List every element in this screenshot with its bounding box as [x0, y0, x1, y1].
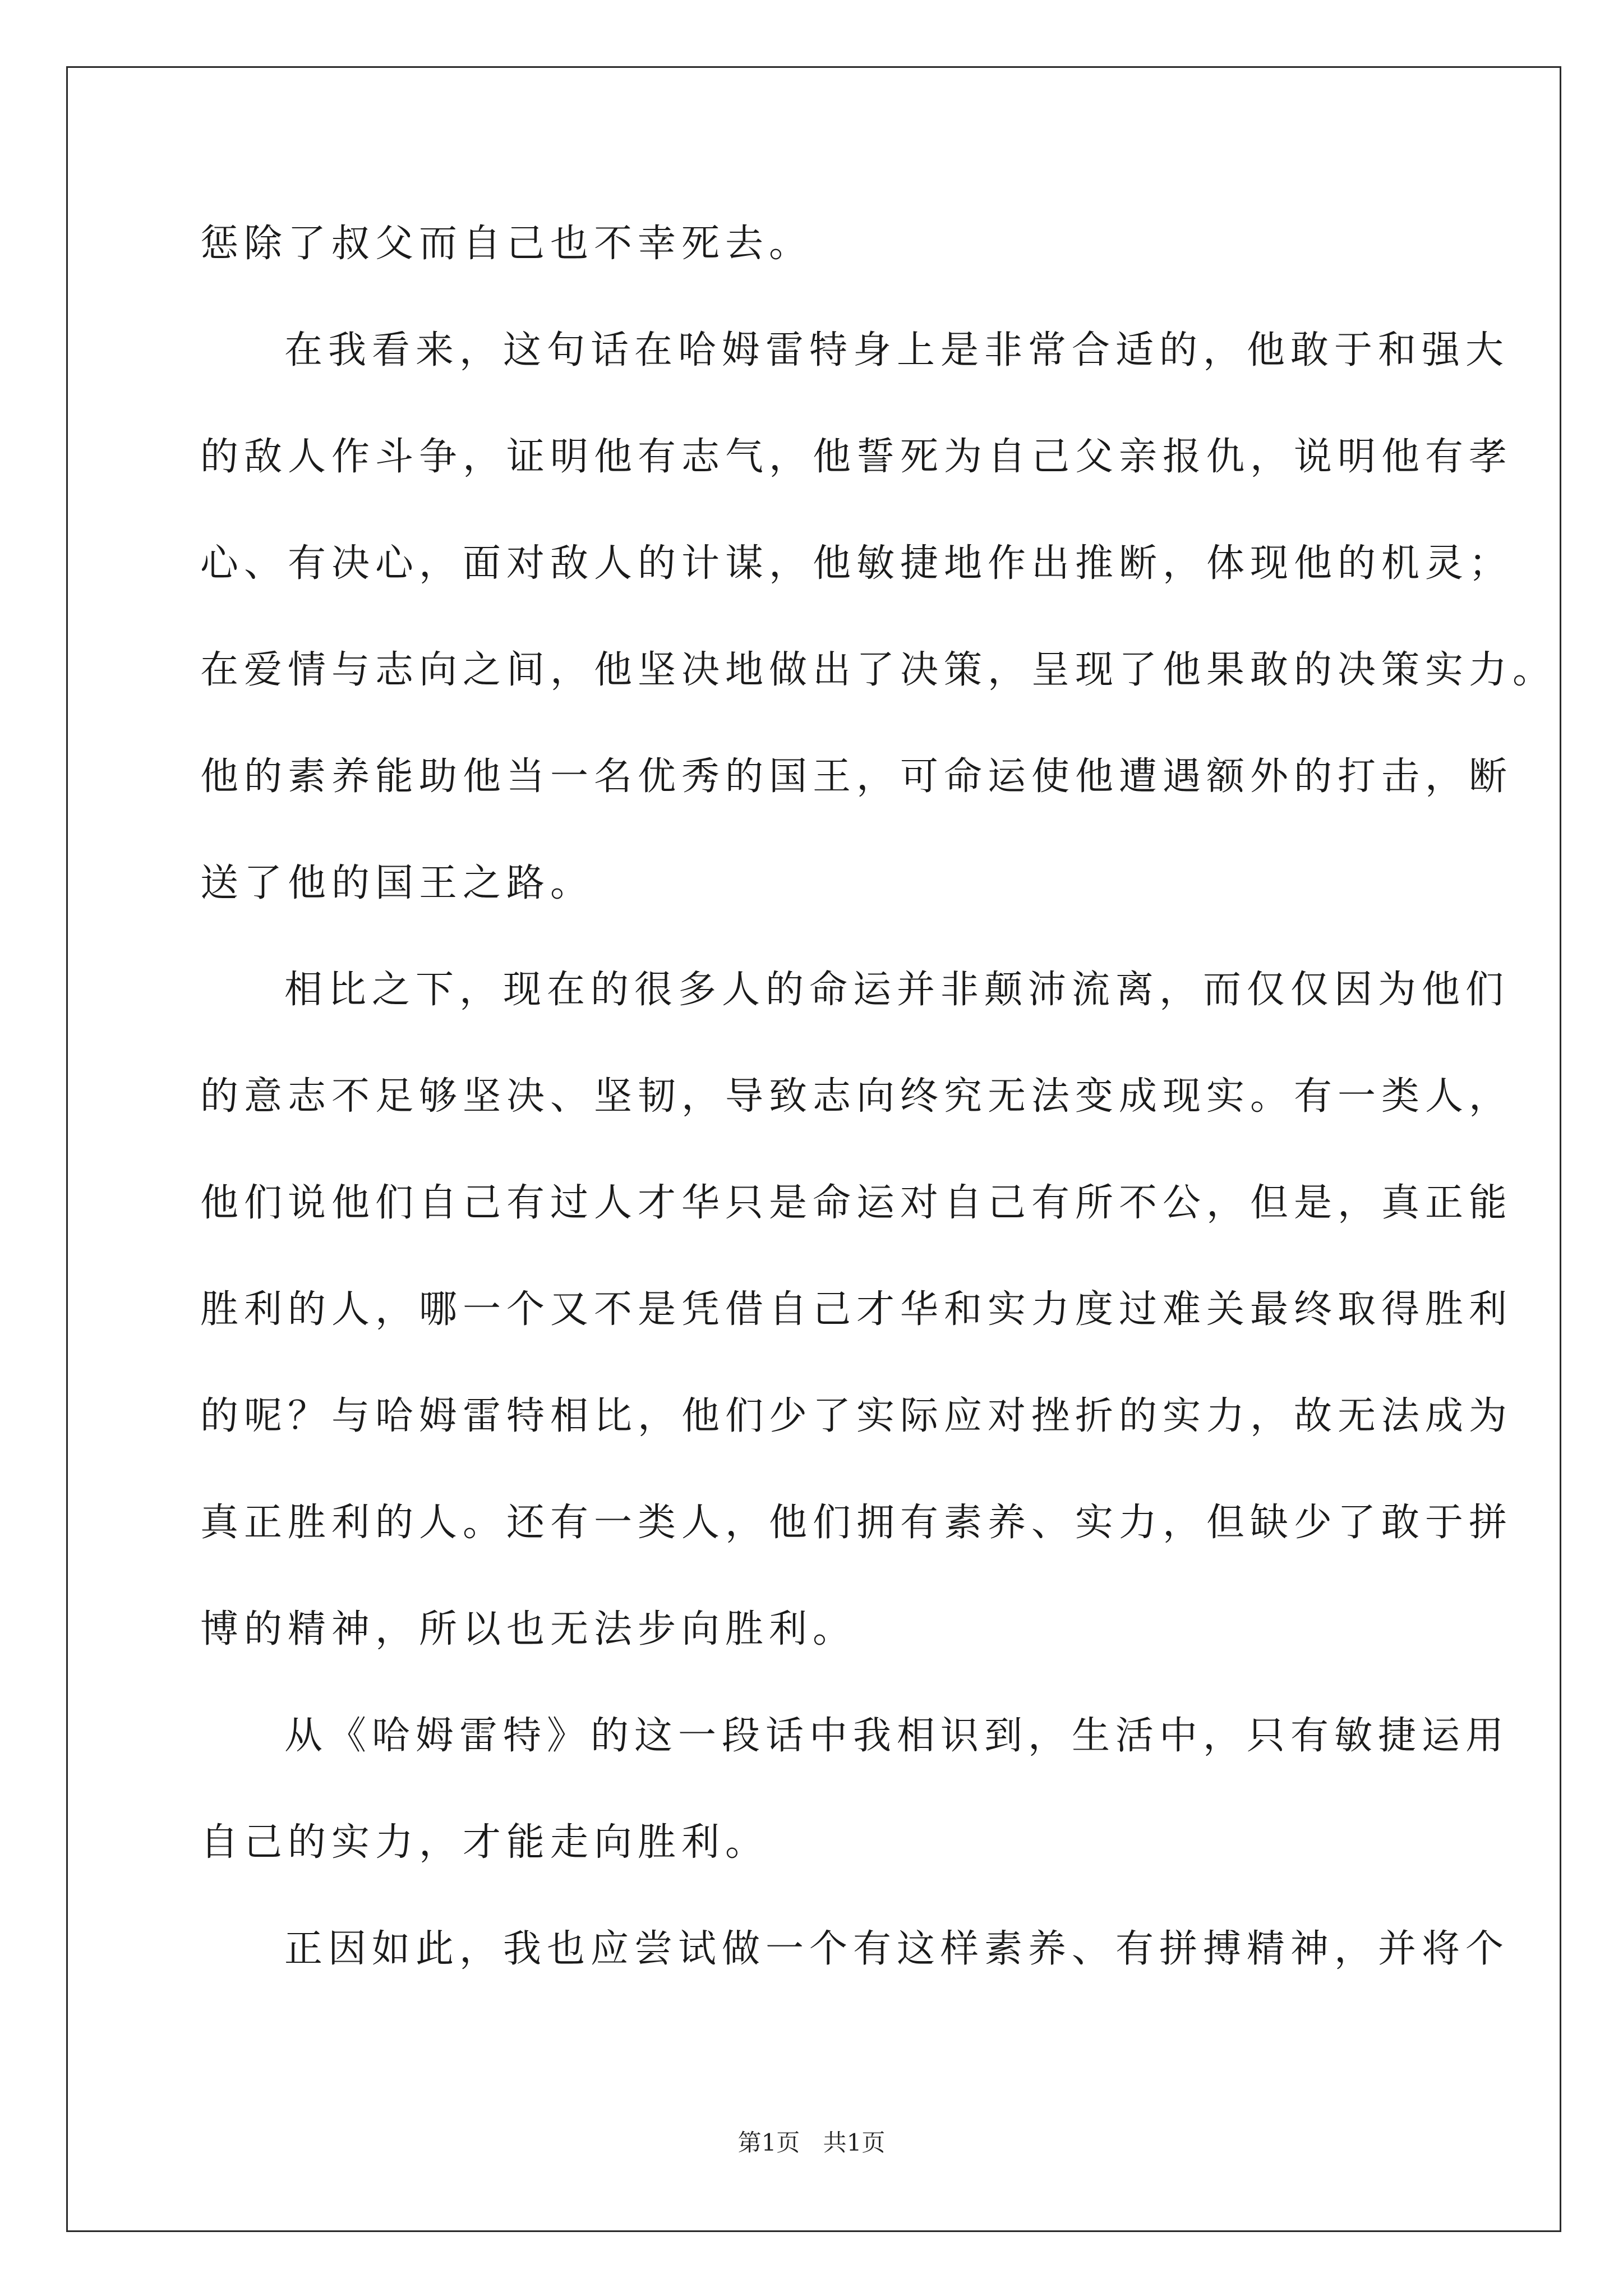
page-number-current: 第1页: [737, 2129, 800, 2156]
text-line: 他的素养能助他当一名优秀的国王，可命运使他遭遇额外的打击，断: [200, 754, 1513, 799]
text-line: 惩除了叔父而自己也不幸死去。: [200, 222, 813, 266]
text-line: 从《哈姆雷特》的这一段话中我相识到，生活中，只有敏捷运用: [284, 1714, 1510, 1758]
text-line: 相比之下，现在的很多人的命运并非颠沛流离，而仅仅因为他们: [284, 968, 1510, 1012]
text-line: 在我看来，这句话在哈姆雷特身上是非常合适的，他敢于和强大: [284, 328, 1510, 372]
text-line: 送了他的国王之路。: [200, 861, 594, 905]
text-line: 心、有决心，面对敌人的计谋，他敏捷地作出推断，体现他的机灵；: [200, 541, 1513, 586]
text-line: 在爱情与志向之间，他坚决地做出了决策，呈现了他果敢的决策实力。: [200, 648, 1557, 692]
text-line: 博的精神，所以也无法步向胜利。: [200, 1607, 857, 1651]
text-line: 自己的实力，才能走向胜利。: [200, 1820, 769, 1865]
text-line: 胜利的人，哪一个又不是凭借自己才华和实力度过难关最终取得胜利: [200, 1287, 1513, 1332]
text-line: 正因如此，我也应尝试做一个有这样素养、有拼搏精神，并将个: [284, 1927, 1510, 1971]
page-footer: [0, 2126, 1623, 2160]
page-border: [66, 66, 1561, 2232]
text-line: 的敌人作斗争，证明他有志气，他誓死为自己父亲报仇，说明他有孝: [200, 435, 1513, 479]
text-line: 的呢？与哈姆雷特相比，他们少了实际应对挫折的实力，故无法成为: [200, 1394, 1513, 1438]
text-line: 真正胜利的人。还有一类人，他们拥有素养、实力，但缺少了敢于拼: [200, 1501, 1513, 1545]
text-line: 他们说他们自己有过人才华只是命运对自己有所不公，但是，真正能: [200, 1181, 1513, 1225]
page-number-total: 共1页: [823, 2129, 886, 2156]
text-line: 的意志不足够坚决、坚韧，导致志向终究无法变成现实。有一类人，: [200, 1074, 1513, 1119]
